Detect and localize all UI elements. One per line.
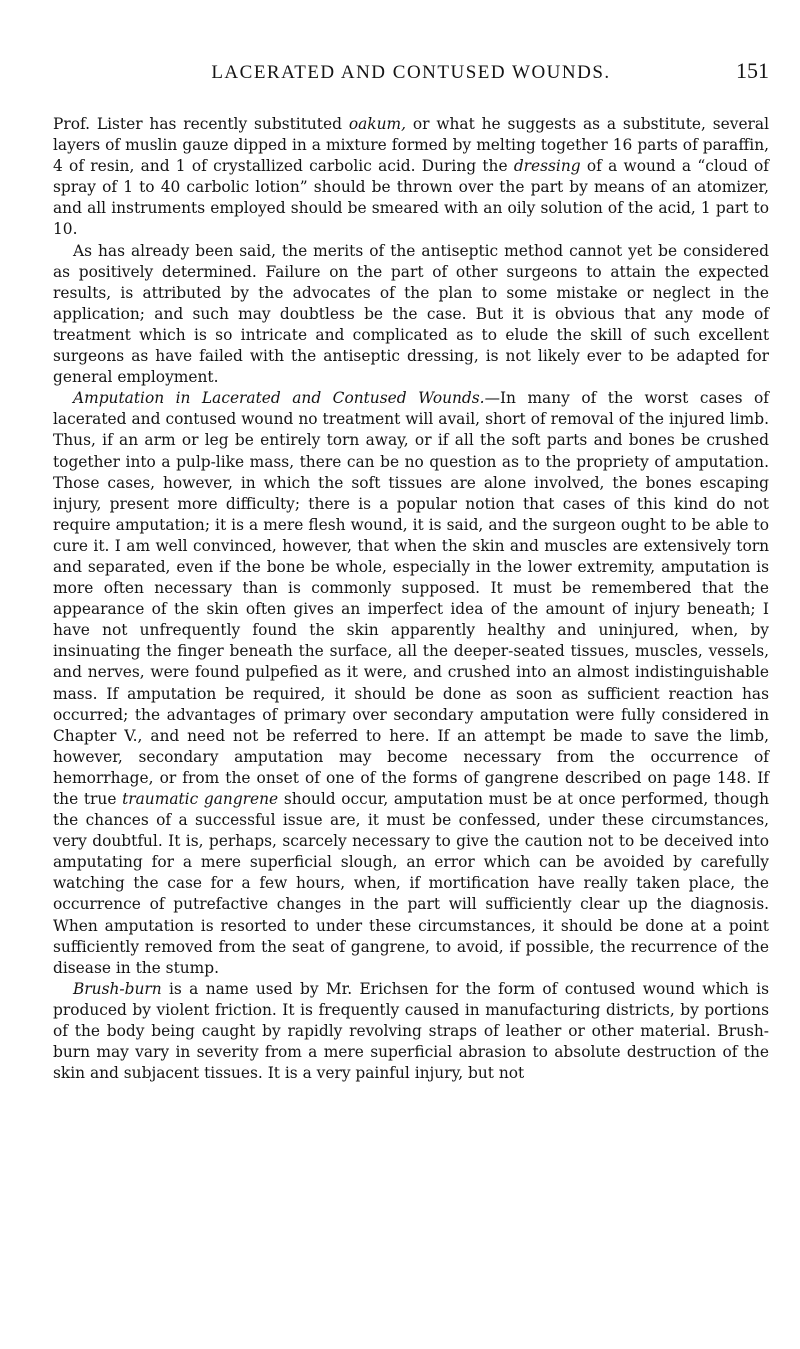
text-segment: Prof. Lister has recently substituted: [53, 115, 349, 133]
text-segment: or what he suggests as a substitute, several layers of muslin gauze dipped in a mixture formed by melting together 16 parts of paraffin, 4 of resin, and 1 of crystallized carbolic acid. During the: [53, 115, 770, 176]
italic-term-oakum: oakum,: [348, 115, 406, 133]
text-segment: is a name used by Mr. Erichsen for the form of contused wound which is produced by violent friction. It is frequently caused in manufacturing districts, by portions of the body being caught by rapidly revolving straps of leather or other material. Brush-burn may vary in severity from a mere superficial abrasion to absolute destruction of the skin and subjacent tissues. It is a very painful injury, but not: [53, 979, 769, 1083]
text-segment: As has already been said, the merits of the antiseptic method cannot yet be considered as positively determined. Failure on the part of other surgeons to attain the expected results, is attributed by the advocates of the plan to some mistake or neglect in the application; and such may doubtless be the case. But it is obvious that any mode of treatment which is so intricate and complicated as to elude the skill of such excellent surgeons as have failed with the antiseptic dressing, is not likely ever to be adapted for general employment.: [53, 241, 769, 387]
text-segment: —In many of the worst cases of lacerated and contused wound no treatment will avail, short of removal of the injured limb. Thus, if an arm or leg be entirely torn away, or if all the soft parts and bones be crushed together into a pulp-like mass, there can be no question as to the propriety of amputation. Those cases, however, in which the soft tissues are alone involved, the bones escaping injury, present more difficulty; there is a popular notion that cases of this kind do not require amputation; it is a mere flesh wound, it is said, and the surgeon ought to be able to cure it. I am well convinced, however, that when the skin and muscles are extensively torn and separated, even if the bone be whole, especially in the lower extremity, amputation is more often necessary than is commonly supposed. It must be remembered that the appearance of the skin often gives an imperfect idea of the amount of injury beneath; I have not unfrequently found the skin apparently healthy and uninjured, when, by insinuating the finger beneath the surface, all the deeper-seated tissues, muscles, vessels, and nerves, were found pulpefied as it were, and crushed into an almost indistinguishable mass. If amputation be required, it should be done as soon as sufficient reaction has occurred; the advantages of primary over secondary amputation were fully considered in Chapter V., and need not be referred to here. If an attempt be made to save the limb, however, secondary amputation may become necessary from the occurrence of hemorrhage, or from the onset of one of the forms of gangrene described on page 148. If the true: [53, 389, 769, 808]
text-segment: should occur, amputation must be at once performed, though the chances of a successful issue are, it must be confessed, under these circumstances, very doubtful. It is, perhaps, scarcely necessary to give the caution not to be deceived into amputating for a mere superficial slough, an error which can be avoided by carefully watching the case for a few hours, when, if mortification have really taken place, the occurrence of putrefactive changes in the part will sufficiently clear up the diagnosis. When amputation is resorted to under these circumstances, it should be done at a point sufficiently removed from the seat of gangrene, to avoid, if possible, the recurrence of the disease in the stump.: [53, 790, 769, 977]
book-page: [53, 56, 769, 1084]
paragraph-brush-burn: [53, 979, 769, 1084]
running-head: [53, 56, 769, 86]
body-text: [53, 114, 769, 1084]
italic-term-brush-burn: Brush-burn: [73, 979, 162, 998]
section-heading-amputation: Amputation in Lacerated and Contused Wounds.: [73, 389, 485, 408]
running-title: LACERATED AND CONTUSED WOUNDS.: [211, 62, 611, 83]
paragraph-lister-oakum: [53, 114, 769, 241]
paragraph-antiseptic-merits: [53, 241, 769, 389]
paragraph-amputation: [53, 388, 769, 979]
page-number: 151: [736, 58, 769, 83]
text-segment: of a wound a “cloud of spray of 1 to 40 carbolic lotion” should be thrown over the part by means of an atomizer, and all instruments employed should be smeared with an oily solution of the acid, 1 part to 10.: [53, 157, 769, 239]
italic-term-traumatic-gangrene: traumatic gangrene: [122, 790, 279, 808]
italic-term-dressing: dressing: [513, 157, 581, 176]
